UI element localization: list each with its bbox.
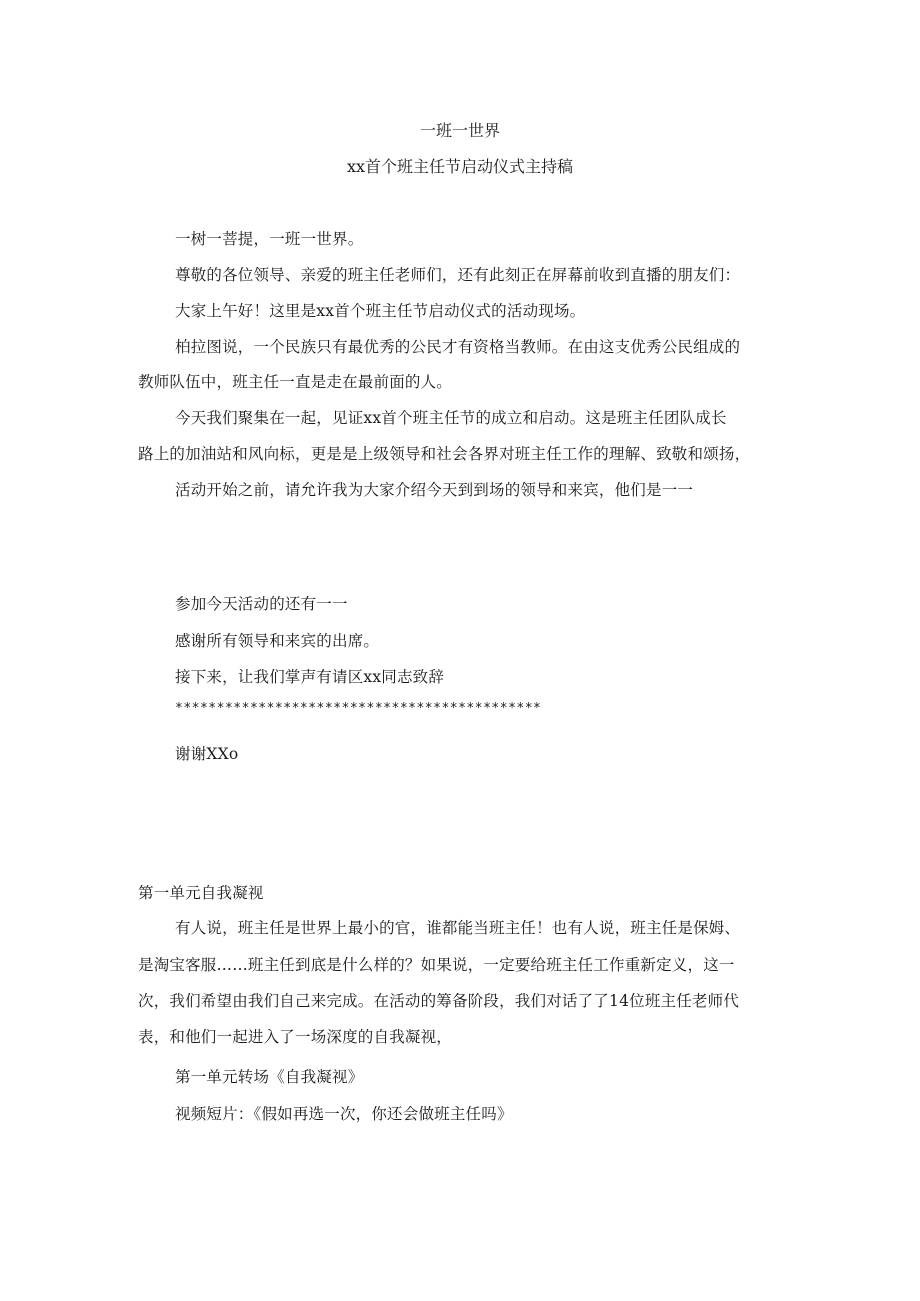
unit1-video: 视频短片：《假如再选一次，你还会做班主任吗》 [175, 1105, 513, 1123]
intro-line: 教师队伍中，班主任一直是走在最前面的人。 [138, 373, 453, 391]
unit1-paragraph-line: 有人说，班主任是世界上最小的官，谁都能当班主任！也有人说，班主任是保姆、 [175, 919, 741, 937]
guests-line: 感谢所有领导和来宾的出席。 [175, 632, 380, 650]
separator-stars: ******************************************** [175, 701, 542, 716]
unit1-heading: 第一单元自我凝视 [138, 884, 264, 902]
unit1-transition: 第一单元转场《自我凝视》 [175, 1068, 364, 1086]
document-subtitle: xx首个班主任节启动仪式主持稿 [346, 157, 574, 176]
unit1-paragraph-line: 次，我们希望由我们自己来完成。在活动的筹备阶段，我们对话了了14位班主任老师代 [138, 992, 740, 1010]
guests-line: 谢谢XXo [175, 745, 239, 763]
intro-line: 大家上午好！这里是xx首个班主任节启动仪式的活动现场。 [175, 302, 586, 320]
intro-line: 尊敬的各位领导、亲爱的班主任老师们，还有此刻正在屏幕前收到直播的朋友们： [175, 266, 741, 284]
intro-line: 路上的加油站和风向标，更是是上级领导和社会各界对班主任工作的理解、致敬和颂扬， [138, 445, 751, 463]
document-title: 一班一世界 [419, 121, 500, 140]
unit1-paragraph-line: 表，和他们一起进入了一场深度的自我凝视， [138, 1028, 453, 1046]
intro-line: 活动开始之前，请允许我为大家介绍今天到到场的领导和来宾，他们是一一 [175, 481, 694, 499]
guests-line: 接下来，让我们掌声有请区xx同志致辞 [175, 668, 445, 686]
unit1-paragraph-line: 是淘宝客服……班主任到底是什么样的？如果说，一定要给班主任工作重新定义，这一 [138, 956, 735, 974]
intro-line: 一树一菩提，一班一世界。 [175, 230, 364, 248]
intro-line: 今天我们聚集在一起，见证xx首个班主任节的成立和启动。这是班主任团队成长 [175, 409, 727, 427]
intro-line: 柏拉图说，一个民族只有最优秀的公民才有资格当教师。在由这支优秀公民组成的 [175, 338, 741, 356]
guests-line: 参加今天活动的还有一一 [175, 595, 348, 613]
